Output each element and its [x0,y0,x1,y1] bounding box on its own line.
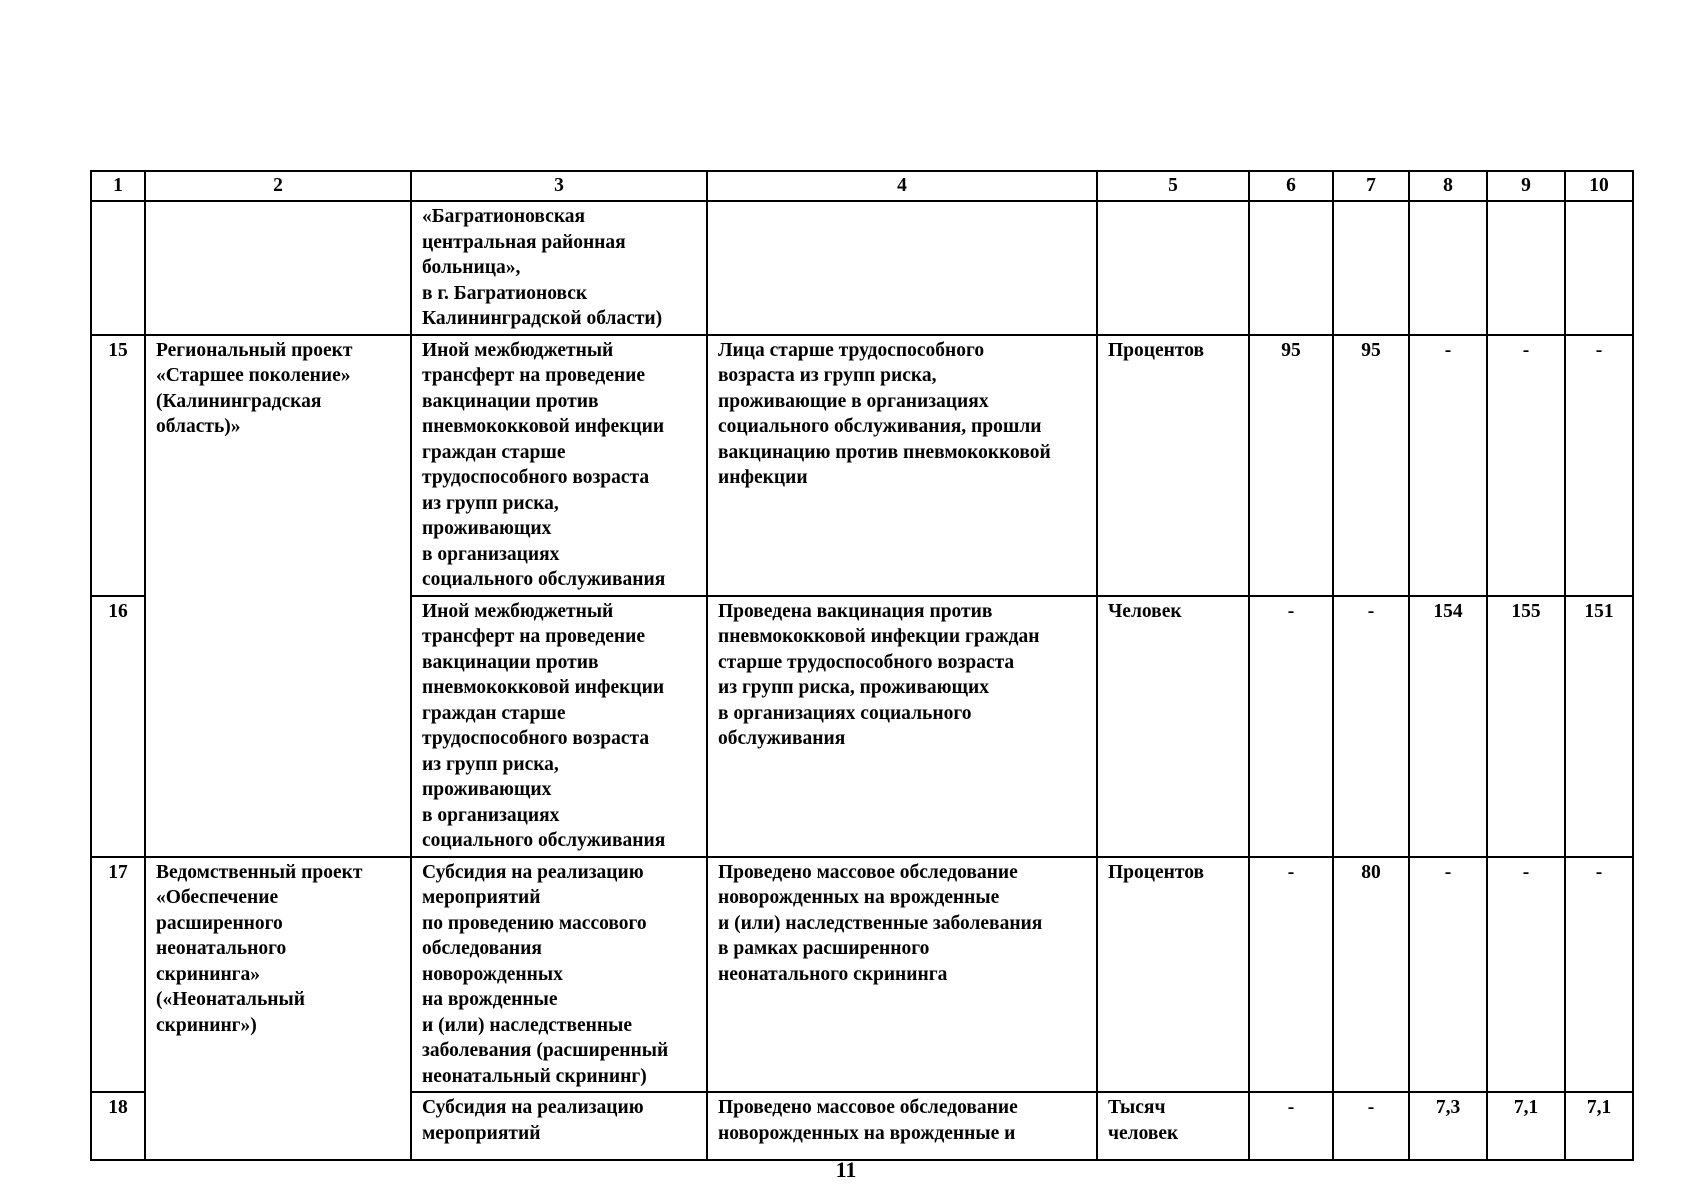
unit-cell: Процентов [1097,335,1249,596]
value-col8: - [1409,857,1487,1093]
measure-cell: Иной межбюджетный трансферт на проведение вакцинации против пневмококковой инфекции граждан старше трудоспособного возраста из групп риска, проживающих в организациях социального обслуживания [411,335,707,596]
value-col10: 7,1 [1565,1092,1633,1160]
value-col7 [1333,201,1409,335]
header-row [91,171,1633,201]
indicator-cell: Проведена вакцинация против пневмококковой инфекции граждан старше трудоспособного возраста из групп риска, проживающих в организациях социального обслуживания [707,596,1097,857]
col-header-3: 3 [411,171,707,201]
table-row [91,335,1633,596]
col-header-9: 9 [1487,171,1565,201]
indicators-table [90,170,1634,1161]
value-col9: - [1487,857,1565,1093]
value-col9: 155 [1487,596,1565,857]
table-row [91,857,1633,1093]
table-row [91,201,1633,335]
col-header-8: 8 [1409,171,1487,201]
project-cell: Ведомственный проект «Обеспечение расширенного неонатального скрининга» («Неонатальный скрининг») [145,857,411,1161]
value-col10: - [1565,335,1633,596]
project-cell-empty [145,201,411,335]
value-col6: - [1249,1092,1333,1160]
row-number: 15 [91,335,145,596]
indicator-cell: Проведено массовое обследование новорожденных на врожденные и [707,1092,1097,1160]
row-number: 17 [91,857,145,1093]
page-number: 11 [835,1157,857,1182]
col-header-6: 6 [1249,171,1333,201]
value-col7: 95 [1333,335,1409,596]
value-col6 [1249,201,1333,335]
value-col7: 80 [1333,857,1409,1093]
value-col8: 7,3 [1409,1092,1487,1160]
row-number: 18 [91,1092,145,1160]
col-header-7: 7 [1333,171,1409,201]
measure-cell: «Багратионовская центральная районная больница», в г. Багратионовск Калининградской области) [411,201,707,335]
indicator-cell: Проведено массовое обследование новорожденных на врожденные и (или) наследственные заболевания в рамках расширенного неонатального скрининга [707,857,1097,1093]
col-header-1: 1 [91,171,145,201]
row-number [91,201,145,335]
project-cell: Региональный проект «Старшее поколение» (Калининградская область)» [145,335,411,857]
value-col9 [1487,201,1565,335]
indicator-cell: Лица старше трудоспособного возраста из групп риска, проживающие в организациях социального обслуживания, прошли вакцинацию против пневмококковой инфекции [707,335,1097,596]
col-header-10: 10 [1565,171,1633,201]
unit-cell [1097,201,1249,335]
value-col8: 154 [1409,596,1487,857]
value-col6: - [1249,857,1333,1093]
row-number: 16 [91,596,145,857]
value-col6: - [1249,596,1333,857]
value-col8: - [1409,335,1487,596]
unit-cell: Тысяч человек [1097,1092,1249,1160]
col-header-5: 5 [1097,171,1249,201]
value-col9: 7,1 [1487,1092,1565,1160]
unit-cell: Человек [1097,596,1249,857]
value-col7: - [1333,596,1409,857]
col-header-4: 4 [707,171,1097,201]
measure-cell: Субсидия на реализацию мероприятий [411,1092,707,1160]
unit-cell: Процентов [1097,857,1249,1093]
value-col10: - [1565,857,1633,1093]
value-col10: 151 [1565,596,1633,857]
measure-cell: Иной межбюджетный трансферт на проведение вакцинации против пневмококковой инфекции граждан старше трудоспособного возраста из групп риска, проживающих в организациях социального обслуживания [411,596,707,857]
col-header-2: 2 [145,171,411,201]
value-col6: 95 [1249,335,1333,596]
value-col8 [1409,201,1487,335]
measure-cell: Субсидия на реализацию мероприятий по проведению массового обследования новорожденных на врожденные и (или) наследственные заболевания (расширенный неонатальный скрининг) [411,857,707,1093]
value-col10 [1565,201,1633,335]
value-col9: - [1487,335,1565,596]
value-col7: - [1333,1092,1409,1160]
indicator-cell [707,201,1097,335]
